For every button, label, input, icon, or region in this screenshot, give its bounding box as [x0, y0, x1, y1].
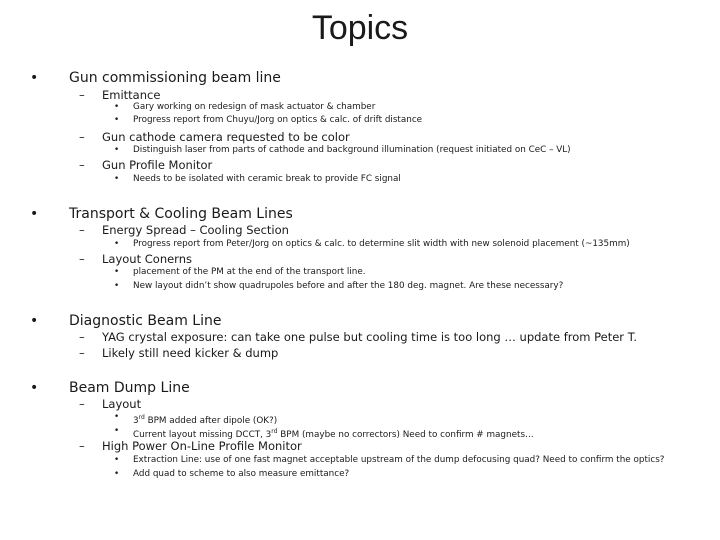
detail-item-text: Distinguish laser from parts of cathode and background illumination (request initiated on CeC – VL) [133, 145, 571, 155]
dash-marker: – [79, 88, 85, 102]
bullet-marker: • [114, 267, 120, 277]
detail-item-text: Gary working on redesign of mask actuator & chamber [133, 102, 376, 112]
bullet-marker: • [114, 145, 120, 155]
subtopic-item-text: Layout Conerns [102, 252, 192, 266]
dash-marker: – [79, 397, 85, 411]
bullet-marker: • [114, 281, 120, 291]
subtopic-item-text: High Power On-Line Profile Monitor [102, 439, 302, 453]
detail-item-text: Current layout missing DCCT, 3rd BPM (maybe no correctors) Need to confirm # magnets… [133, 428, 534, 440]
bullet-marker: • [30, 206, 39, 222]
subtopic-item-text: Layout [102, 397, 142, 411]
subtopic-item-text: Likely still need kicker & dump [102, 346, 279, 360]
dash-marker: – [79, 330, 85, 344]
topic-item-text: Transport & Cooling Beam Lines [69, 206, 293, 222]
bullet-marker: • [114, 426, 120, 436]
detail-item-text: Progress report from Chuyu/Jorg on optics & calc. of drift distance [133, 115, 423, 125]
subtopic-item-text: Emittance [102, 88, 161, 102]
bullet-marker: • [114, 115, 120, 125]
dash-marker: – [79, 130, 85, 144]
bullet-marker: • [114, 239, 120, 249]
dash-marker: – [79, 439, 85, 453]
subtopic-item-text: Gun cathode camera requested to be color [102, 130, 350, 144]
detail-item-text: Needs to be isolated with ceramic break to provide FC signal [133, 174, 401, 184]
topic-item-text: Beam Dump Line [69, 380, 190, 396]
bullet-marker: • [114, 102, 120, 112]
subtopic-item-text: Gun Profile Monitor [102, 158, 213, 172]
subtopic-item-text: YAG crystal exposure: can take one pulse but cooling time is too long … update from Peter T. [102, 330, 638, 344]
detail-item-text: 3rd BPM added after dipole (OK?) [133, 414, 278, 426]
topic-item-text: Gun commissioning beam line [69, 70, 281, 86]
bullet-marker: • [30, 313, 39, 329]
dash-marker: – [79, 223, 85, 237]
bullet-marker: • [114, 174, 120, 184]
subtopic-item-text: Energy Spread – Cooling Section [102, 223, 289, 237]
detail-item-text: Extraction Line: use of one fast magnet acceptable upstream of the dump defocusing quad? Need to confirm the optics? [133, 455, 665, 465]
dash-marker: – [79, 346, 85, 360]
detail-item-text: Progress report from Peter/Jorg on optics & calc. to determine slit width with new solenoid placement (~135mm) [133, 239, 630, 249]
dash-marker: – [79, 158, 85, 172]
bullet-marker: • [30, 70, 39, 86]
topic-item-text: Diagnostic Beam Line [69, 313, 222, 329]
bullet-marker: • [114, 412, 120, 422]
dash-marker: – [79, 252, 85, 266]
bullet-marker: • [30, 380, 39, 396]
bullet-marker: • [114, 469, 120, 479]
detail-item-text: New layout didn’t show quadrupoles before and after the 180 deg. magnet. Are these necessary? [133, 281, 564, 291]
slide-title: Topics [311, 9, 409, 47]
detail-item-text: placement of the PM at the end of the transport line. [133, 267, 366, 277]
bullet-marker: • [114, 455, 120, 465]
detail-item-text: Add quad to scheme to also measure emittance? [133, 469, 350, 479]
